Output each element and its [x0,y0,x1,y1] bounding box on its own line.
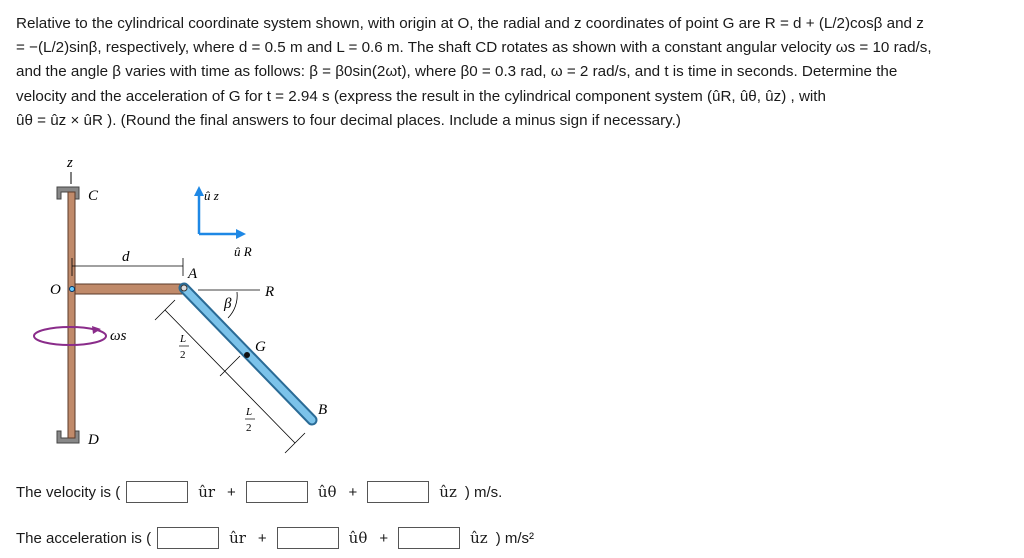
half-l-2: L [246,406,253,418]
velocity-units: ) m/s. [464,483,503,501]
half-2-2: 2 [246,422,252,434]
velocity-theta-input[interactable] [246,481,308,503]
acceleration-label: The acceleration is ( [16,529,152,547]
label-omega-s: ωs [110,328,127,344]
velocity-label: The velocity is ( [16,483,121,501]
label-beta: β [224,296,232,312]
plus-sign: + [257,529,267,547]
label-a: A [188,266,198,282]
mechanism-diagram [0,145,340,455]
label-o: O [50,282,61,298]
acceleration-units: ) m/s² [495,529,535,547]
label-d: D [88,432,99,448]
label-ur: û R [234,244,252,259]
velocity-row [16,481,502,503]
problem-line: = −(L/2)sinβ, respectively, where d = 0.5 m and L = 0.6 m. The shaft CD rotates as shown with a constant angular velocity ωs = 10 rad/s, [16,39,932,57]
z-axis-label: z [67,155,73,171]
point-g [244,352,250,358]
label-r: R [265,284,275,300]
velocity-r-input[interactable] [126,481,188,503]
unit-theta: ûθ [348,529,368,547]
unit-z: ûz [470,529,488,547]
unit-r: ûr [229,529,246,547]
velocity-z-input[interactable] [367,481,429,503]
plus-sign: + [227,483,236,501]
acceleration-r-input[interactable] [157,527,219,549]
acceleration-z-input[interactable] [398,527,460,549]
label-d-dimension: d [122,249,130,265]
acceleration-row [16,527,534,549]
problem-line: velocity and the acceleration of G for t = 2.94 s (express the result in the cylindrical component system (ûR, ûθ, ûz) , with [16,87,826,105]
acceleration-theta-input[interactable] [277,527,339,549]
label-c: C [88,188,99,204]
plus-sign: + [379,529,389,547]
plus-sign: + [348,483,358,501]
problem-line: and the angle β varies with time as follows: β = β0sin(2ωt), where β0 = 0.3 rad, ω = 2 rad/s, and t is time in seconds. Determine the [16,63,898,81]
problem-statement [16,12,1021,133]
problem-line: ûθ = ûz × ûR ). (Round the final answers to four decimal places. Include a minus sign if necessary.) [16,111,681,129]
problem-line: Relative to the cylindrical coordinate system shown, with origin at O, the radial and z coordinates of point G are R = d + (L/2)cosβ and z [16,15,924,32]
unit-z: ûz [439,483,457,501]
label-g: G [255,339,266,355]
unit-r: ûr [198,483,216,501]
arm-oa [75,284,184,294]
half-l-1: L [180,333,187,345]
label-b: B [318,402,328,418]
label-uz: û z [204,188,219,203]
unit-theta: ûθ [317,483,337,501]
half-2-1: 2 [180,349,186,361]
shaft-cd [68,192,75,438]
